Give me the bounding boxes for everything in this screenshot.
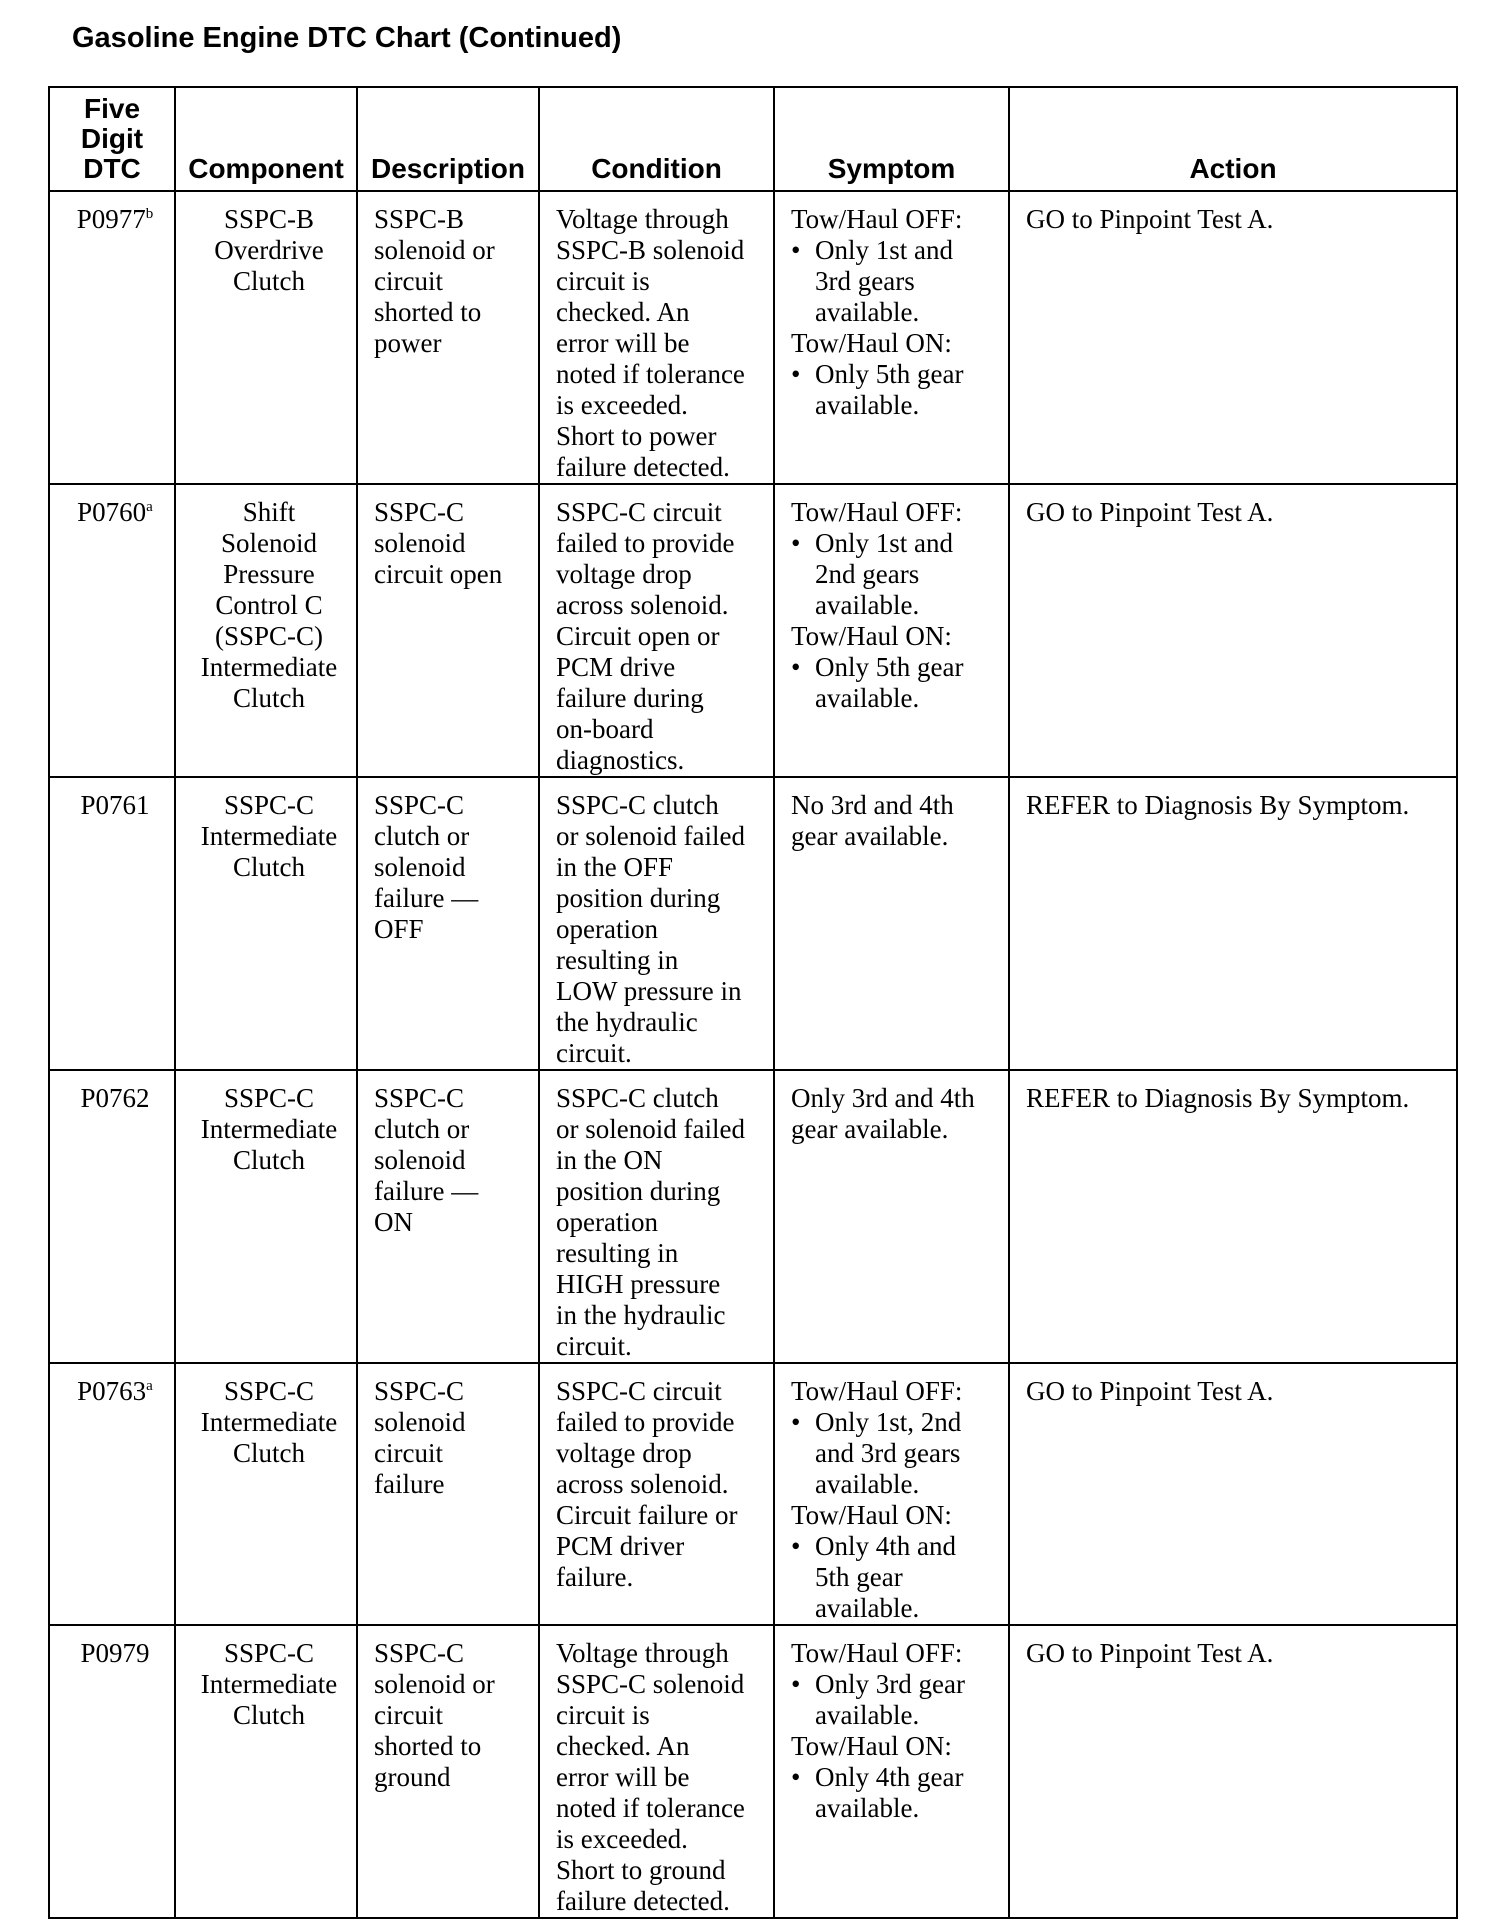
action-cell: GO to Pinpoint Test A. [1009,1363,1457,1625]
table-row [49,191,1457,484]
dtc-code-cell: P0760$^a$ [49,484,175,777]
action-cell: REFER to Diagnosis By Symptom. [1009,1070,1457,1363]
symptom-cell: Only 3rd and 4th gear available. [774,1070,1009,1363]
header-symptom: Symptom [774,87,1009,191]
condition-cell: Voltage through SSPC-B solenoid circuit is checked. An error will be noted if tolerance is exceeded. Short to power failure detected. [539,191,774,484]
dtc-code-cell: P0977$^b$ [49,191,175,484]
bullet-icon: • [791,1407,801,1437]
bullet-icon: • [791,1762,801,1792]
table-row [49,1070,1457,1363]
description-cell: SSPC-C clutch or solenoid failure — OFF [357,777,539,1070]
action-cell: GO to Pinpoint Test A. [1009,191,1457,484]
header-action: Action [1009,87,1457,191]
symptom-cell: Tow/Haul OFF: • Only 1st and 2nd gears available. Tow/Haul ON: • Only 5th gear available. [774,484,1009,777]
bullet-icon: • [791,1669,801,1699]
page-title: Gasoline Engine DTC Chart (Continued) [72,22,622,54]
component-cell: SSPC-C Intermediate Clutch [175,1070,357,1363]
table-row [49,1363,1457,1625]
condition-cell: SSPC-C clutch or solenoid failed in the OFF position during operation resulting in LOW pressure in the hydraulic circuit. [539,777,774,1070]
component-cell: SSPC-C Intermediate Clutch [175,777,357,1070]
component-cell: SSPC-B Overdrive Clutch [175,191,357,484]
header-component: Component [175,87,357,191]
condition-cell: Voltage through SSPC-C solenoid circuit is checked. An error will be noted if tolerance is exceeded. Short to ground failure detected. [539,1625,774,1918]
table-header-row [49,87,1457,191]
symptom-cell: Tow/Haul OFF: • Only 1st and 3rd gears available. Tow/Haul ON: • Only 5th gear available. [774,191,1009,484]
component-cell: Shift Solenoid Pressure Control C (SSPC-C) Intermediate Clutch [175,484,357,777]
description-cell: SSPC-C solenoid circuit failure [357,1363,539,1625]
bullet-icon: • [791,652,801,682]
description-cell: SSPC-C solenoid or circuit shorted to ground [357,1625,539,1918]
condition-cell: SSPC-C circuit failed to provide voltage drop across solenoid. Circuit open or PCM drive failure during on-board diagnostics. [539,484,774,777]
bullet-icon: • [791,1531,801,1561]
action-cell: REFER to Diagnosis By Symptom. [1009,777,1457,1070]
action-cell: GO to Pinpoint Test A. [1009,484,1457,777]
dtc-code-cell: P0763$^a$ [49,1363,175,1625]
component-cell: SSPC-C Intermediate Clutch [175,1625,357,1918]
description-cell: SSPC-B solenoid or circuit shorted to power [357,191,539,484]
description-cell: SSPC-C clutch or solenoid failure — ON [357,1070,539,1363]
header-dtc: Five Digit DTC [49,87,175,191]
dtc-table [48,86,1458,1919]
bullet-icon: • [791,359,801,389]
symptom-cell: Tow/Haul OFF: • Only 3rd gear available. Tow/Haul ON: • Only 4th gear available. [774,1625,1009,1918]
condition-cell: SSPC-C circuit failed to provide voltage drop across solenoid. Circuit failure or PCM driver failure. [539,1363,774,1625]
component-cell: SSPC-C Intermediate Clutch [175,1363,357,1625]
bullet-icon: • [791,235,801,265]
bullet-icon: • [791,528,801,558]
table-row [49,1625,1457,1918]
condition-cell: SSPC-C clutch or solenoid failed in the ON position during operation resulting in HIGH pressure in the hydraulic circuit. [539,1070,774,1363]
header-condition: Condition [539,87,774,191]
symptom-cell: No 3rd and 4th gear available. [774,777,1009,1070]
dtc-code-cell: P0762 [49,1070,175,1363]
header-description: Description [357,87,539,191]
dtc-code-cell: P0979 [49,1625,175,1918]
table-row [49,777,1457,1070]
description-cell: SSPC-C solenoid circuit open [357,484,539,777]
action-cell: GO to Pinpoint Test A. [1009,1625,1457,1918]
symptom-cell: Tow/Haul OFF: • Only 1st, 2nd and 3rd gears available. Tow/Haul ON: • Only 4th and 5th gear available. [774,1363,1009,1625]
table-row [49,484,1457,777]
dtc-code-cell: P0761 [49,777,175,1070]
